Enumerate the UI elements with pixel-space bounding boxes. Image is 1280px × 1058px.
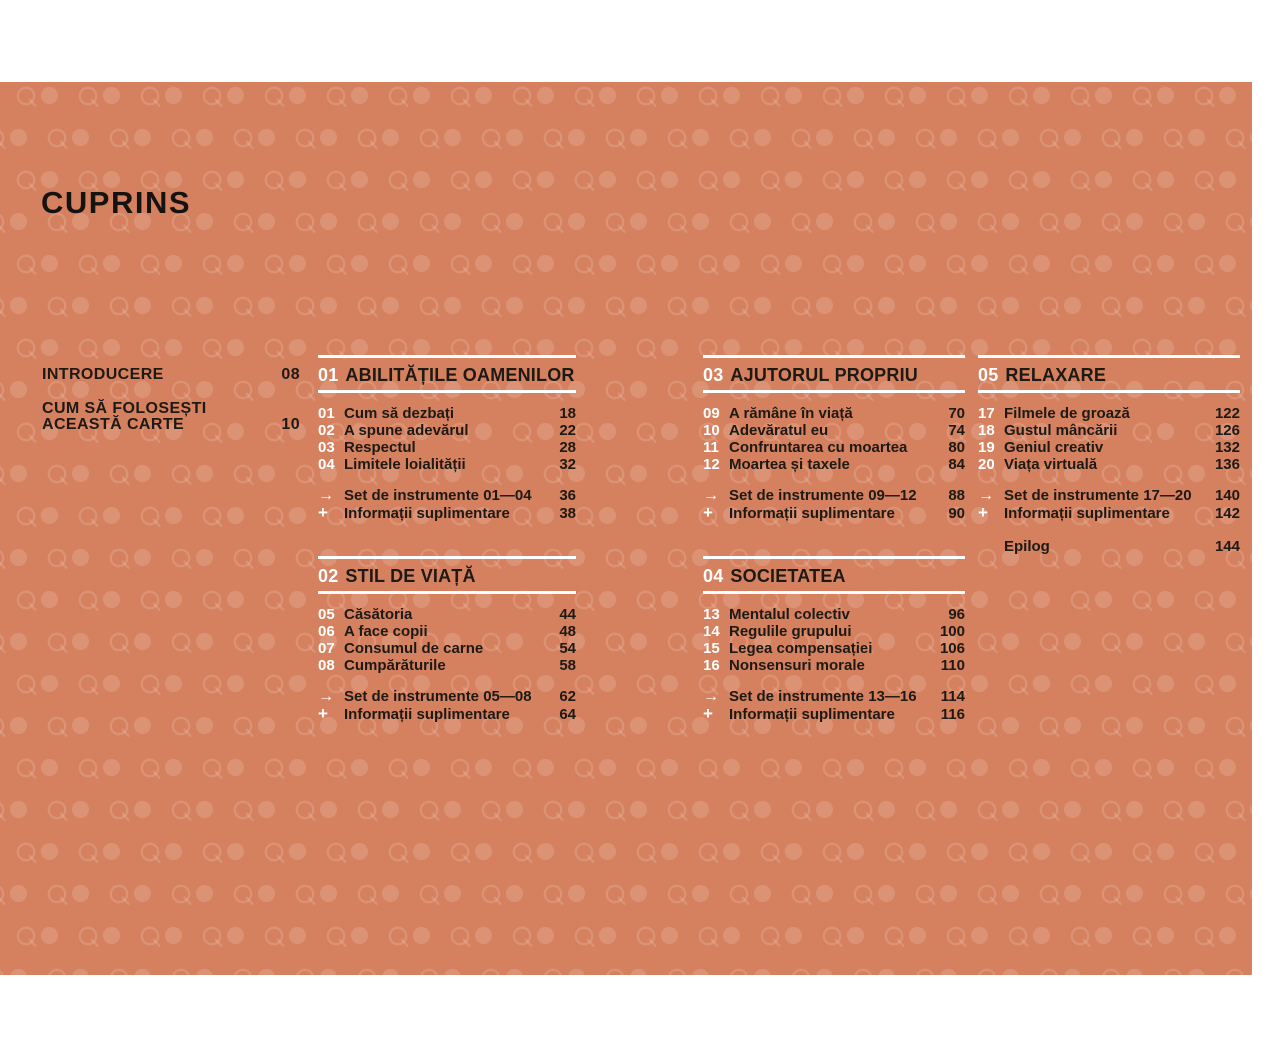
- toolkit-label: Set de instrumente 13—16: [729, 688, 917, 705]
- toc-entry-introducere: [42, 367, 300, 384]
- entry-label: INTRODUCERE: [42, 366, 164, 383]
- section-number: 05: [978, 365, 999, 385]
- chapter-title: A face copii: [344, 623, 428, 640]
- chapter-page-number: 80: [948, 439, 965, 456]
- chapter-page-number: 70: [948, 405, 965, 422]
- chapter-page-number: 96: [948, 606, 965, 623]
- toc-item: [703, 439, 965, 456]
- toolkit-label: Set de instrumente 05—08: [344, 688, 532, 705]
- toc-item: [978, 422, 1240, 439]
- toc-section-02: [318, 556, 576, 723]
- chapter-title: Moartea și taxele: [729, 456, 850, 473]
- section-title: AJUTORUL PROPRIU: [730, 365, 918, 385]
- chapter-title: Limitele loialității: [344, 456, 466, 473]
- chapter-title: Viața virtuală: [1004, 456, 1098, 473]
- extra-info-row: [703, 504, 965, 522]
- chapter-title: Adevăratul eu: [729, 422, 829, 439]
- plus-icon: [978, 505, 988, 522]
- extra-info-page-number: 64: [559, 706, 576, 723]
- toc-item: [318, 422, 576, 439]
- chapter-number: 17: [978, 405, 995, 422]
- chapter-page-number: 126: [1214, 422, 1240, 439]
- extra-info-label: Informații suplimentare: [729, 505, 895, 522]
- section-header: [318, 556, 576, 594]
- section-aux-rows: [978, 487, 1240, 555]
- plus-icon: [703, 706, 713, 723]
- chapter-title: Mentalul colectiv: [729, 606, 850, 623]
- section-number: 01: [318, 365, 339, 385]
- toc-section-04: [703, 556, 965, 723]
- chapter-page-number: 48: [559, 623, 576, 640]
- page-content: [0, 82, 1252, 975]
- intro-column: [42, 367, 300, 434]
- toc-item: [318, 456, 576, 473]
- chapter-page-number: 106: [939, 640, 965, 657]
- toc-item: [703, 640, 965, 657]
- extra-info-label: Informații suplimentare: [729, 706, 895, 723]
- section-title: STIL DE VIAȚĂ: [345, 566, 476, 586]
- chapter-title: A spune adevărul: [344, 422, 469, 439]
- toc-item: [978, 405, 1240, 422]
- chapter-page-number: 22: [559, 422, 576, 439]
- chapter-title: Cumpărăturile: [344, 657, 446, 674]
- plus-icon: [703, 505, 713, 522]
- section-number: 02: [318, 566, 339, 586]
- section-aux-rows: [318, 487, 576, 522]
- chapter-number: 08: [318, 657, 335, 674]
- toolkit-row: [318, 487, 576, 504]
- chapter-title: Nonsensuri morale: [729, 657, 865, 674]
- toc-item: [318, 405, 576, 422]
- chapter-title: Confruntarea cu moartea: [729, 439, 908, 456]
- toc-item: [978, 439, 1240, 456]
- chapter-number: 01: [318, 405, 335, 422]
- section-title: RELAXARE: [1005, 365, 1107, 385]
- extra-info-row: [318, 705, 576, 723]
- chapter-title: Gustul mâncării: [1004, 422, 1118, 439]
- section-item-list: [978, 405, 1240, 473]
- extra-info-label: Informații suplimentare: [344, 505, 510, 522]
- chapter-title: Regulile grupului: [729, 623, 852, 640]
- chapter-number: 06: [318, 623, 335, 640]
- epilog-label: Epilog: [1004, 538, 1050, 555]
- toolkit-row: [978, 487, 1240, 504]
- chapter-number: 16: [703, 657, 720, 674]
- section-header: [703, 355, 965, 393]
- chapter-number: 12: [703, 456, 720, 473]
- epilog-page-number: 144: [1214, 538, 1240, 555]
- chapter-number: 05: [318, 606, 335, 623]
- toc-section-03: [703, 355, 965, 522]
- toc-item: [318, 657, 576, 674]
- section-aux-rows: [703, 688, 965, 723]
- chapter-page-number: 58: [559, 657, 576, 674]
- chapter-title: A rămâne în viață: [729, 405, 853, 422]
- toolkit-row: [703, 487, 965, 504]
- chapter-number: 03: [318, 439, 335, 456]
- toc-item: [978, 456, 1240, 473]
- arrow-right-icon: [703, 487, 719, 504]
- chapter-page-number: 136: [1214, 456, 1240, 473]
- entry-page-number: 08: [281, 366, 300, 383]
- toolkit-page-number: 114: [940, 688, 965, 705]
- chapter-page-number: 54: [559, 640, 576, 657]
- section-item-list: [318, 606, 576, 674]
- toolkit-page-number: 36: [559, 487, 576, 504]
- extra-info-label: Informații suplimentare: [1004, 505, 1170, 522]
- section-number: 04: [703, 566, 724, 586]
- chapter-page-number: 110: [940, 657, 965, 674]
- extra-info-row: [318, 504, 576, 522]
- toc-item: [703, 422, 965, 439]
- chapter-title: Cum să dezbați: [344, 405, 455, 422]
- toolkit-row: [318, 688, 576, 705]
- extra-info-label: Informații suplimentare: [344, 706, 510, 723]
- toolkit-label: Set de instrumente 17—20: [1004, 487, 1192, 504]
- toc-item: [318, 439, 576, 456]
- plus-icon: [318, 505, 328, 522]
- chapter-title: Geniul creativ: [1004, 439, 1104, 456]
- toolkit-page-number: 140: [1214, 487, 1240, 504]
- toc-item: [318, 606, 576, 623]
- chapter-number: 14: [703, 623, 720, 640]
- page-title: CUPRINS: [41, 184, 192, 220]
- toc-entry-cum-sa-folosesti: [42, 401, 300, 434]
- toolkit-label: Set de instrumente 09—12: [729, 487, 917, 504]
- chapter-number: 07: [318, 640, 335, 657]
- epilog-row: [978, 538, 1240, 555]
- chapter-number: 13: [703, 606, 720, 623]
- arrow-right-icon: [318, 487, 334, 504]
- plus-icon: [318, 706, 328, 723]
- section-item-list: [703, 606, 965, 674]
- toc-item: [703, 456, 965, 473]
- chapter-number: 18: [978, 422, 995, 439]
- chapter-title: Legea compensației: [729, 640, 873, 657]
- toolkit-page-number: 62: [559, 688, 576, 705]
- extra-info-row: [978, 504, 1240, 522]
- chapter-title: Respectul: [344, 439, 416, 456]
- section-header: [318, 355, 576, 393]
- toolkit-page-number: 88: [948, 487, 965, 504]
- contents-page: [0, 82, 1252, 975]
- section-title: ABILITĂȚILE OAMENILOR: [345, 365, 575, 385]
- chapter-page-number: 28: [559, 439, 576, 456]
- toc-item: [318, 640, 576, 657]
- chapter-title: Filmele de groază: [1004, 405, 1130, 422]
- section-header: [703, 556, 965, 594]
- section-aux-rows: [318, 688, 576, 723]
- section-aux-rows: [703, 487, 965, 522]
- chapter-number: 15: [703, 640, 720, 657]
- chapter-page-number: 84: [948, 456, 965, 473]
- section-item-list: [318, 405, 576, 473]
- chapter-title: Căsătoria: [344, 606, 413, 623]
- arrow-right-icon: [703, 688, 719, 705]
- section-title: SOCIETATEA: [730, 566, 846, 586]
- extra-info-row: [703, 705, 965, 723]
- chapter-page-number: 32: [559, 456, 576, 473]
- section-header: [978, 355, 1240, 393]
- entry-label: CUM SĂ FOLOSEȘTI ACEASTĂ CARTE: [42, 399, 207, 433]
- extra-info-page-number: 38: [559, 505, 576, 522]
- chapter-number: 10: [703, 422, 720, 439]
- toc-item: [318, 623, 576, 640]
- chapter-title: Consumul de carne: [344, 640, 484, 657]
- chapter-number: 11: [703, 439, 719, 456]
- extra-info-page-number: 142: [1214, 505, 1240, 522]
- arrow-right-icon: [318, 688, 334, 705]
- chapter-page-number: 122: [1214, 405, 1240, 422]
- chapter-page-number: 100: [939, 623, 965, 640]
- chapter-number: 19: [978, 439, 995, 456]
- toc-item: [703, 405, 965, 422]
- entry-page-number: 10: [281, 416, 300, 433]
- toc-item: [703, 657, 965, 674]
- chapter-page-number: 44: [559, 606, 576, 623]
- chapter-page-number: 132: [1214, 439, 1240, 456]
- chapter-number: 09: [703, 405, 720, 422]
- extra-info-page-number: 116: [940, 706, 965, 723]
- toc-item: [703, 623, 965, 640]
- section-item-list: [703, 405, 965, 473]
- toc-section-01: [318, 355, 576, 522]
- toolkit-label: Set de instrumente 01—04: [344, 487, 532, 504]
- toc-section-05: [978, 355, 1240, 555]
- section-number: 03: [703, 365, 724, 385]
- toc-item: [703, 606, 965, 623]
- arrow-right-icon: [978, 487, 994, 504]
- extra-info-page-number: 90: [948, 505, 965, 522]
- chapter-number: 20: [978, 456, 995, 473]
- chapter-page-number: 74: [948, 422, 965, 439]
- toolkit-row: [703, 688, 965, 705]
- chapter-number: 04: [318, 456, 335, 473]
- chapter-page-number: 18: [559, 405, 576, 422]
- chapter-number: 02: [318, 422, 335, 439]
